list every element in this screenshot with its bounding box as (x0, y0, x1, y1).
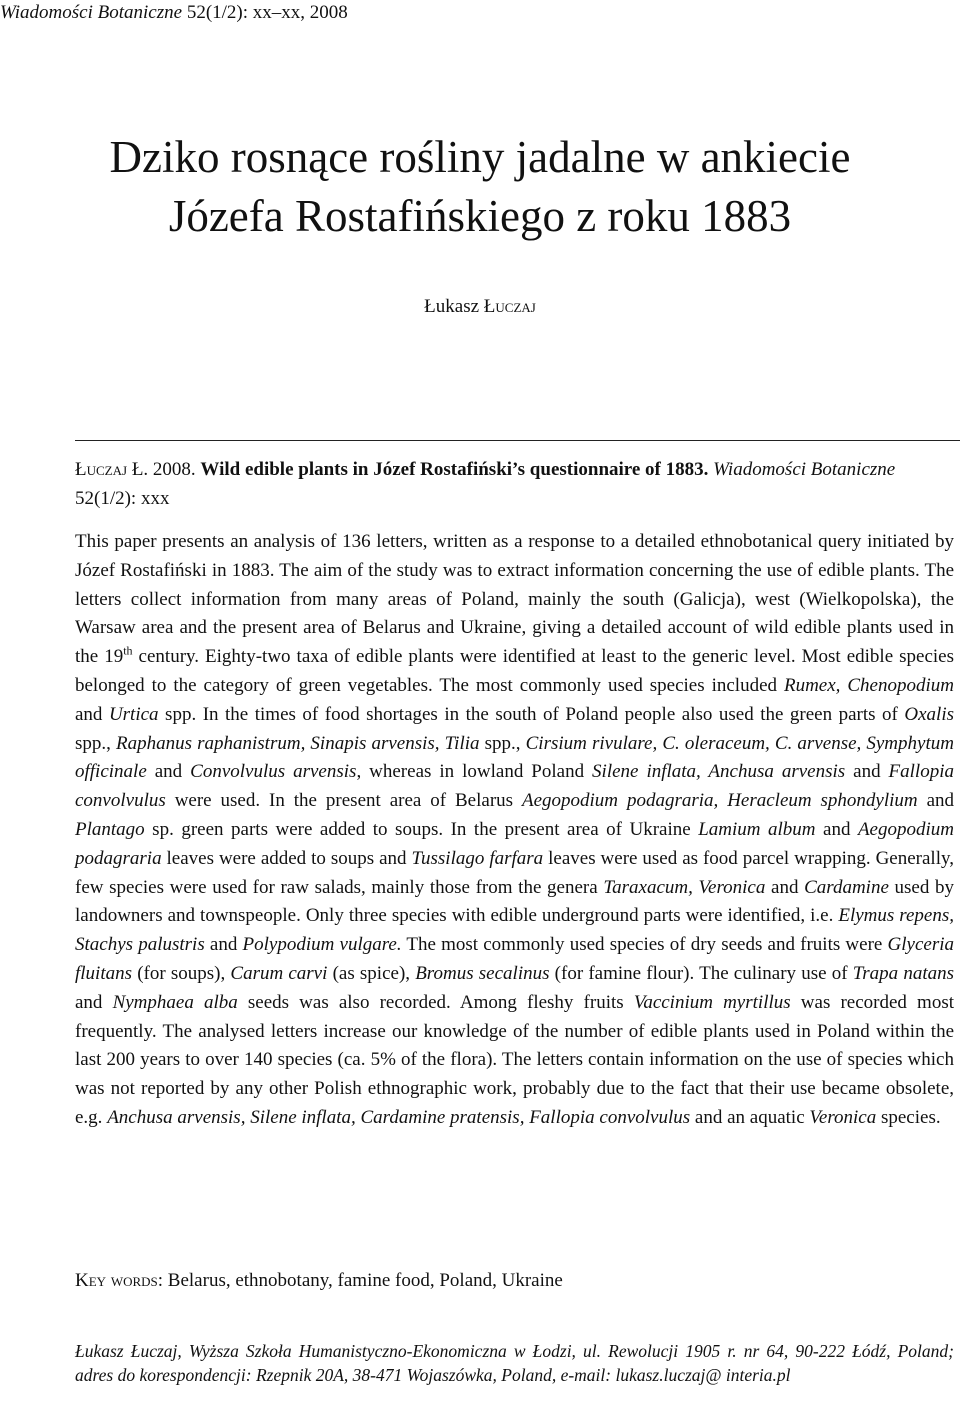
abstract-text: and (146, 761, 191, 783)
abstract-text: This paper presents an analysis of 136 letters, written as a response to a detailed ethnobotanical query initiated by Józef Rostafiński in 1883. The aim of the study was to extract information concerning the use of edible plants. The letters collect information from many areas of Poland, mainly the south (Galicja), west (Wielkopolska), the Warsaw area and the present area of Belarus and Ukraine, giving a detailed account of wild edible plants used in the 19 (75, 531, 954, 668)
keywords-label-initial: K (75, 1270, 89, 1291)
abstract-text: seeds was also recorded. Among fleshy fruits (237, 991, 634, 1013)
abstract-text: (for famine flour). The culinary use of (549, 962, 853, 984)
abstract-text: used by landowners and townspeople. Only three species with edible underground parts were identified, i.e. (75, 876, 955, 927)
abstract-text: The most commonly used species of dry seeds and fruits were (401, 934, 888, 956)
keywords (75, 1270, 954, 1292)
taxon-name: Elymus repens, Stachys palustris (75, 905, 954, 956)
taxon-name: Oxalis (904, 703, 954, 725)
citation-author-initial: Ł (75, 459, 87, 480)
journal-issue: (1/2): xx–xx, 2008 (205, 2, 348, 23)
citation-volume: 52 (75, 488, 94, 509)
taxon-name: Lamium album (698, 818, 816, 840)
citation-author-tail: Ł. 2008. (127, 459, 201, 480)
abstract-text: spp., (479, 732, 526, 754)
abstract-text: (as spice), (327, 962, 416, 984)
title-line-2: Józefa Rostafińskiego z roku 1883 (168, 191, 792, 241)
abstract-text: and (815, 818, 858, 840)
citation-title: Wild edible plants in Józef Rostafiński’s questionnaire of 1883. (200, 459, 709, 480)
taxon-name: Rumex, Chenopodium (783, 674, 954, 696)
citation (75, 455, 954, 513)
taxon-name: Trapa natans (852, 962, 954, 984)
abstract-text: and (204, 934, 243, 956)
title-divider (75, 440, 960, 441)
author-surname-rest: uczaj (495, 296, 536, 317)
running-header (0, 2, 348, 24)
taxon-name: Polypodium vulgare. (242, 934, 402, 956)
taxon-name: Carum carvi (230, 962, 328, 984)
taxon-name: Nymphaea alba (112, 991, 238, 1013)
journal-volume: 52 (186, 2, 206, 23)
author-surname (484, 296, 536, 317)
taxon-name: Tussilago farfara (411, 847, 544, 869)
author-address-footnote: Łukasz Łuczaj, Wyższa Szkoła Humanistyczno-Ekonomiczna w Łodzi, ul. Rewolucji 1905 r. nr 64, 90-222 Łódź, Poland; adres do korespondencji: Rzepnik 20A, 38-471 Wojaszówka, Poland, e-mail: lukasz.luczaj@ interia.pl (75, 1341, 954, 1385)
abstract-text: spp. In the times of food shortages in the south of Poland people also used the green parts of (158, 703, 905, 725)
taxon-name: Glyceria fluitans (75, 934, 955, 984)
taxon-name: Aegopodium podagraria (75, 818, 954, 869)
taxon-name: Plantago (75, 818, 145, 840)
taxon-name: Veronica (809, 1106, 877, 1128)
author-byline (0, 296, 960, 318)
abstract-text: and (75, 991, 113, 1013)
keywords-colon: : (157, 1270, 168, 1291)
abstract-text: was recorded most frequently. The analysed letters increase our knowledge of the number of edible plants used in Poland within the last 200 years to over 140 species (ca. 5% of the flora). The letters contain information on the use of species which was not reported by any other Polish ethnographic work, probably due to the fact that their use became obsolete, e.g. (75, 991, 955, 1128)
taxon-name: Taraxacum, Veronica (603, 876, 766, 898)
abstract-text: and (75, 703, 109, 725)
abstract-text: and an aquatic (690, 1106, 810, 1128)
taxon-name: Cardamine (804, 876, 889, 898)
taxon-name: Urtica (108, 703, 159, 725)
paper-title (0, 128, 960, 246)
journal-name: Wiadomości Botaniczne (0, 2, 183, 23)
taxon-name: Silene inflata, Anchusa arvensis (592, 761, 846, 783)
abstract-text: century. Eighty-two taxa of edible plants were identified at least to the generic level. Most edible species belonged to the category of green vegetables. The most commonly used species included (75, 646, 954, 696)
taxon-name: Fallopia convolvulus (75, 761, 954, 812)
abstract-text: leaves were added to soups and (161, 847, 412, 869)
abstract-text: sp. green parts were added to soups. In the present area of Ukraine (144, 818, 699, 840)
abstract-text: and (845, 761, 889, 783)
abstract-text: and (765, 876, 805, 898)
citation-issue: (1/2): xxx (94, 488, 170, 509)
abstract-text: , whereas in lowland Poland (356, 761, 593, 783)
taxon-name: Raphanus raphanistrum, Sinapis arvensis, Tilia (116, 732, 480, 754)
author-surname-initial: Ł (483, 296, 496, 317)
taxon-name: Bromus secalinus (415, 962, 550, 984)
title-line-1: Dziko rosnące rośliny jadalne w ankiecie (109, 132, 851, 182)
citation-author-rest: uczaj (86, 459, 128, 480)
citation-journal: Wiadomości Botaniczne (713, 459, 896, 480)
abstract-text: (for soups), (132, 962, 231, 984)
taxon-name: Anchusa arvensis, Silene inflata, Cardamine pratensis, Fallopia convolvulus (107, 1106, 691, 1128)
taxon-name: Vaccinium myrtillus (633, 991, 791, 1013)
taxon-name: Aegopodium podagraria, Heracleum sphondylium (521, 790, 918, 812)
author-given-name: Łukasz (424, 296, 480, 317)
keywords-terms: Belarus, ethnobotany, famine food, Poland, Ukraine (167, 1270, 563, 1291)
abstract-text: species. (876, 1106, 941, 1128)
abstract-text: and (917, 790, 954, 812)
abstract (75, 528, 954, 1133)
superscript-th: th (123, 643, 133, 658)
abstract-text: were used. In the present area of Belarus (165, 790, 522, 812)
taxon-name: Cirsium rivulare, C. oleraceum, C. arvense, Symphytum officinale (75, 732, 954, 783)
keywords-label-rest: ey words (88, 1270, 158, 1291)
abstract-text: spp., (75, 732, 116, 754)
taxon-name: Convolvulus arvensis (190, 761, 357, 783)
abstract-text: leaves were used as food parcel wrapping. Generally, few species were used for raw salads, mainly those from the genera (75, 847, 954, 898)
